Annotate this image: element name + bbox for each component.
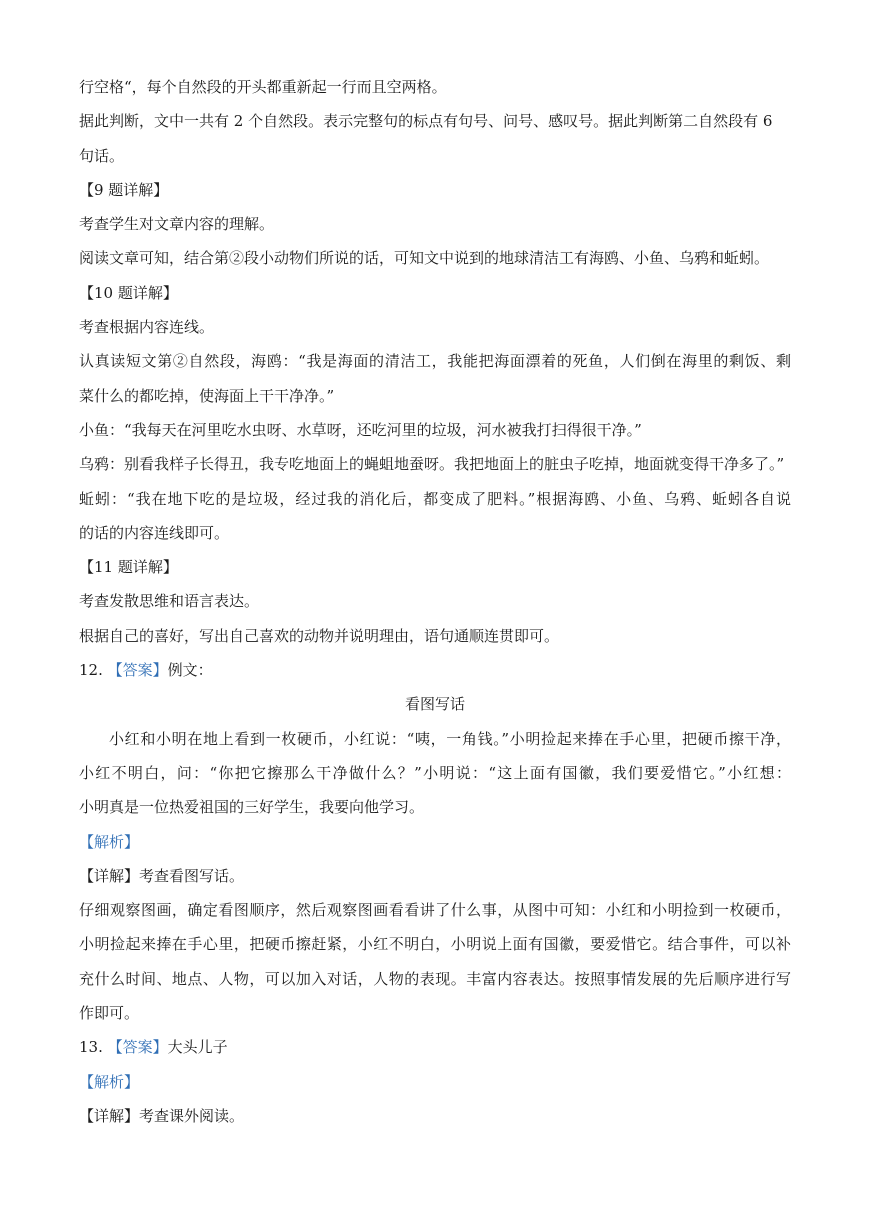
essay-line: 小明真是一位热爱祖国的三好学生，我要向他学习。 (79, 798, 425, 817)
text-line: 的话的内容连线即可。 (79, 523, 230, 542)
analysis-tag: 【解析】 (79, 1072, 140, 1091)
text-line: 句话。 (79, 146, 125, 165)
text-line: 行空格“，每个自然段的开头都重新起一行而且空两格。 (79, 78, 447, 96)
answer-tag: 【答案】 (107, 1038, 168, 1057)
text-line: 考查根据内容连线。 (79, 318, 215, 337)
text-line: 作即可。 (79, 1004, 140, 1023)
answer-tag: 【答案】 (107, 661, 168, 680)
text-line: 考查发散思维和语言表达。 (79, 592, 260, 611)
text-line: 小鱼：“我每天在河里吃水虫呀、水草呀，还吃河里的垃圾，河水被我打扫得很干净。” (79, 420, 642, 439)
q13-answer-line (79, 1030, 791, 1064)
text-line: 据此判断，文中一共有 2 个自然段。表示完整句的标点有句号、问号、感叹号。据此判断第二自然段有 6 (79, 112, 773, 131)
q12-answer-line (79, 653, 791, 687)
answer-text: 例文： (167, 661, 213, 680)
detail-line: 【详解】考查课外阅读。 (79, 1106, 245, 1125)
text-line: 考查学生对文章内容的理解。 (79, 215, 275, 234)
q9-heading: 【9 题详解】 (79, 180, 169, 199)
text-line: 认真读短文第②自然段，海鸥：“我是海面的清洁工，我能把海面漂着的死鱼，人们倒在海里的剩饭、剩 (79, 352, 791, 371)
detail-line: 【详解】考查看图写话。 (79, 866, 245, 885)
text-line: 阅读文章可知，结合第②段小动物们所说的话，可知文中说到的地球清洁工有海鸥、小鱼、乌鸦和蚯蚓。 (79, 249, 770, 268)
document-page (79, 70, 791, 1133)
q10-heading: 【10 题详解】 (79, 283, 178, 302)
answer-text: 大头儿子 (167, 1038, 228, 1057)
essay-line: 小红不明白，问：“你把它擦那么干净做什么？”小明说：“这上面有国徽，我们要爱惜它。”小红想： (79, 763, 791, 782)
text-line: 充什么时间、地点、人物，可以加入对话，人物的表现。丰富内容表达。按照事情发展的先后顺序进行写 (79, 969, 791, 988)
text-line: 根据自己的喜好，写出自己喜欢的动物并说明理由，语句通顺连贯即可。 (79, 626, 560, 645)
text-line: 小明捡起来捧在手心里，把硬币擦赶紧，小红不明白，小明说上面有国徽，要爱惜它。结合事件，可以补 (79, 935, 791, 954)
text-line: 菜什么的都吃掉，使海面上干干净净。” (79, 386, 335, 405)
essay-line: 小红和小明在地上看到一枚硬币，小红说：“咦，一角钱。”小明捡起来捧在手心里，把硬币擦干净， (109, 729, 791, 748)
q12-number: 12. (79, 661, 108, 680)
text-line: 仔细观察图画，确定看图顺序，然后观察图画看看讲了什么事，从图中可知：小红和小明捡到一枚硬币， (79, 901, 791, 920)
analysis-tag: 【解析】 (79, 832, 140, 851)
text-line: 乌鸦：别看我样子长得丑，我专吃地面上的蝇蛆地蚕呀。我把地面上的脏虫子吃掉，地面就变得干净多了。” (79, 455, 785, 474)
essay-title: 看图写话 (404, 695, 465, 714)
q13-number: 13. (79, 1038, 108, 1057)
q11-heading: 【11 题详解】 (79, 558, 178, 577)
text-line: 蚯蚓：“我在地下吃的是垃圾，经过我的消化后，都变成了肥料。”根据海鸥、小鱼、乌鸦、蚯蚓各自说 (79, 489, 791, 508)
